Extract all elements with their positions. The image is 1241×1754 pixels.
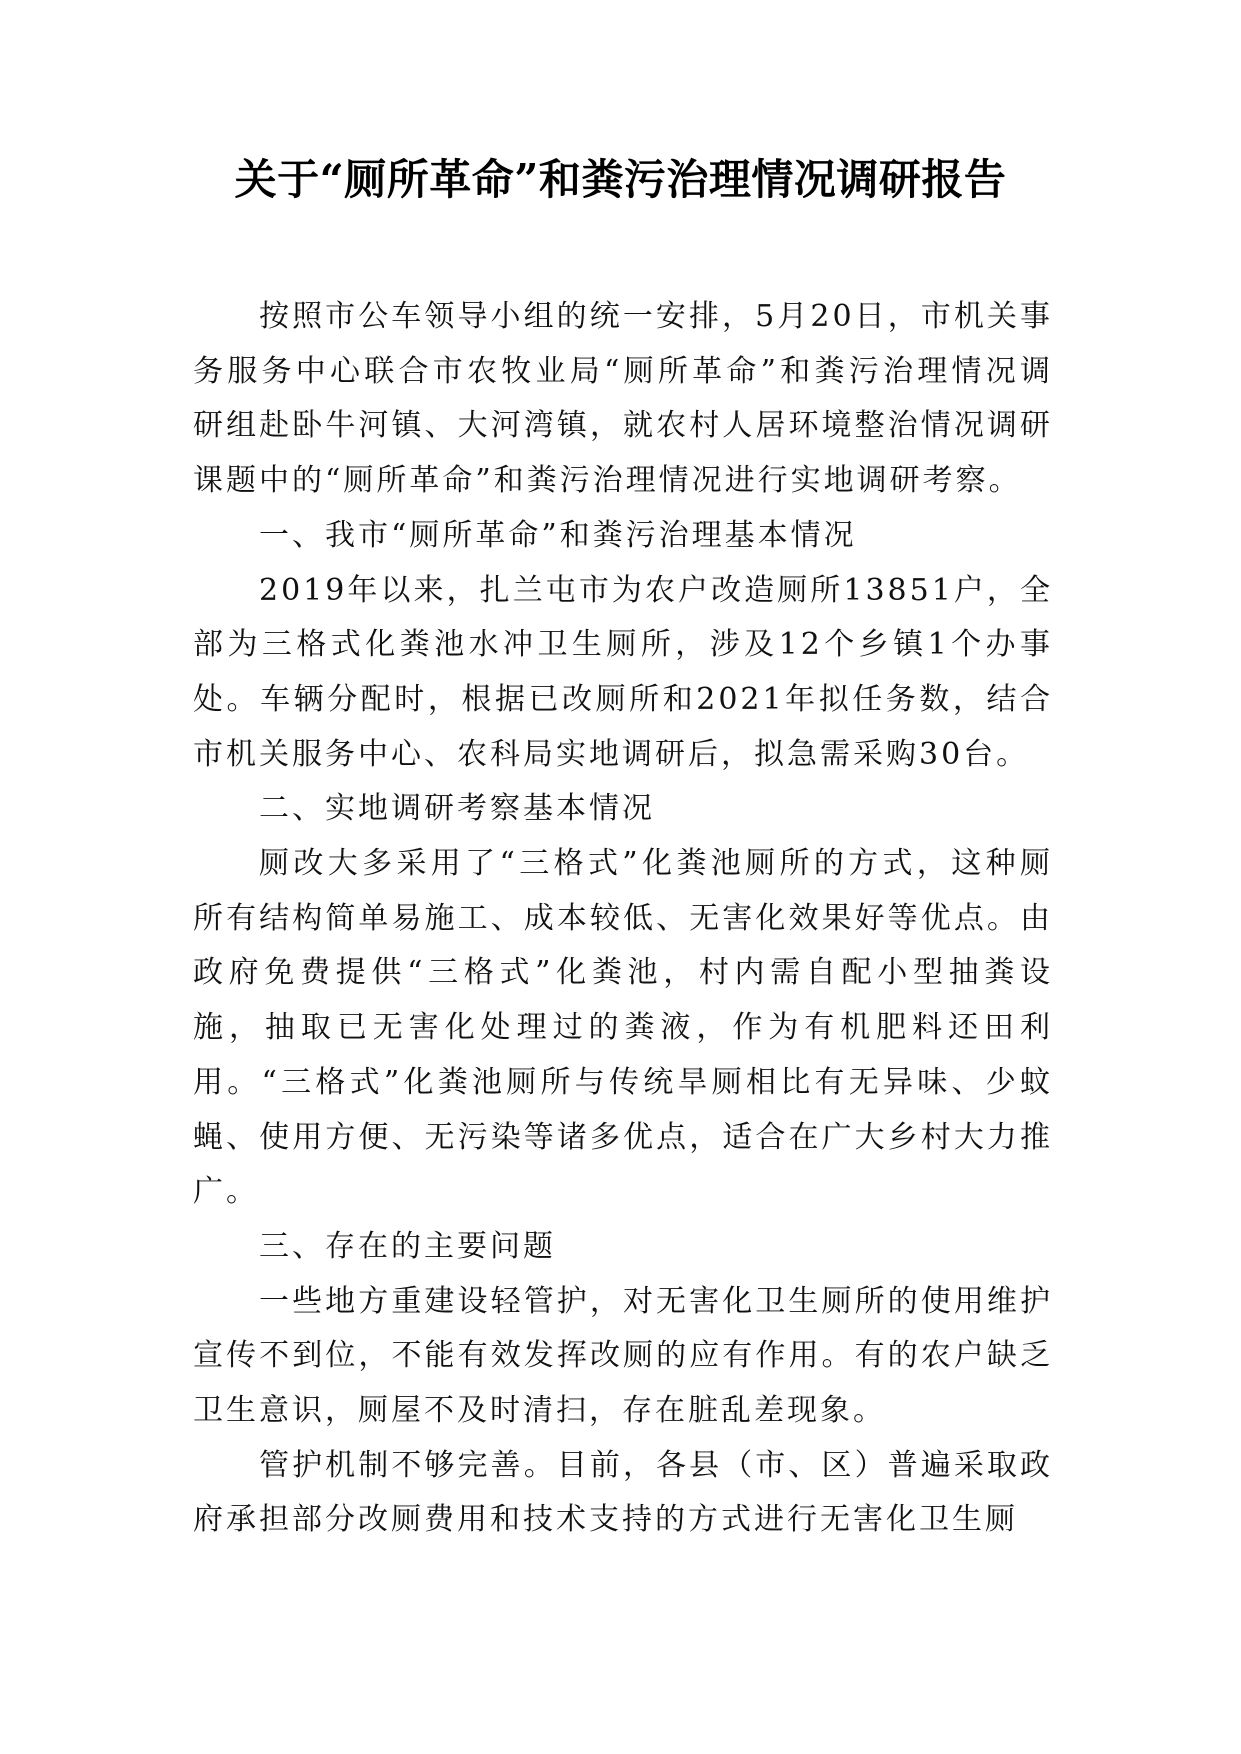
section-3-paragraph-2: 管护机制不够完善。目前，各县（市、区）普遍采取政府承担部分改厕费用和技术支持的方式进行无害化卫生厕 [193,1447,1053,1538]
section-3-paragraph-1: 一些地方重建设轻管护，对无害化卫生厕所的使用维护宣传不到位，不能有效发挥改厕的应有作用。有的农户缺乏卫生意识，厕屋不及时清扫，存在脏乱差现象。 [193,1283,1053,1429]
document-body [193,290,1053,1548]
section-2-paragraph: 厕改大多采用了“三格式”化粪池厕所的方式，这种厕所有结构简单易施工、成本较低、无害化效果好等优点。由政府免费提供“三格式”化粪池，村内需自配小型抽粪设施，抽取已无害化处理过的粪液，作为有机肥料还田利用。“三格式”化粪池厕所与传统旱厕相比有无异味、少蚊蝇、使用方便、无污染等诸多优点，适合在广大乡村大力推广。 [193,846,1053,1210]
document-title: 关于“厕所革命”和粪污治理情况调研报告 [234,155,1007,204]
section-heading-3: 三、存在的主要问题 [259,1228,556,1264]
section-heading-2: 二、实地调研考察基本情况 [259,791,655,827]
section-1-paragraph: 2019年以来，扎兰屯市为农户改造厕所13851户，全部为三格式化粪池水冲卫生厕所，涉及12个乡镇1个办事处。车辆分配时，根据已改厕所和2021年拟任务数，结合市机关服务中心、农科局实地调研后，拟急需采购30台。 [193,572,1053,772]
section-heading-1: 一、我市“厕所革命”和粪污治理基本情况 [259,517,857,553]
intro-paragraph: 按照市公车领导小组的统一安排，5月20日，市机关事务服务中心联合市农牧业局“厕所革命”和粪污治理情况调研组赴卧牛河镇、大河湾镇，就农村人居环境整治情况调研课题中的“厕所革命”和粪污治理情况进行实地调研考察。 [193,299,1053,499]
